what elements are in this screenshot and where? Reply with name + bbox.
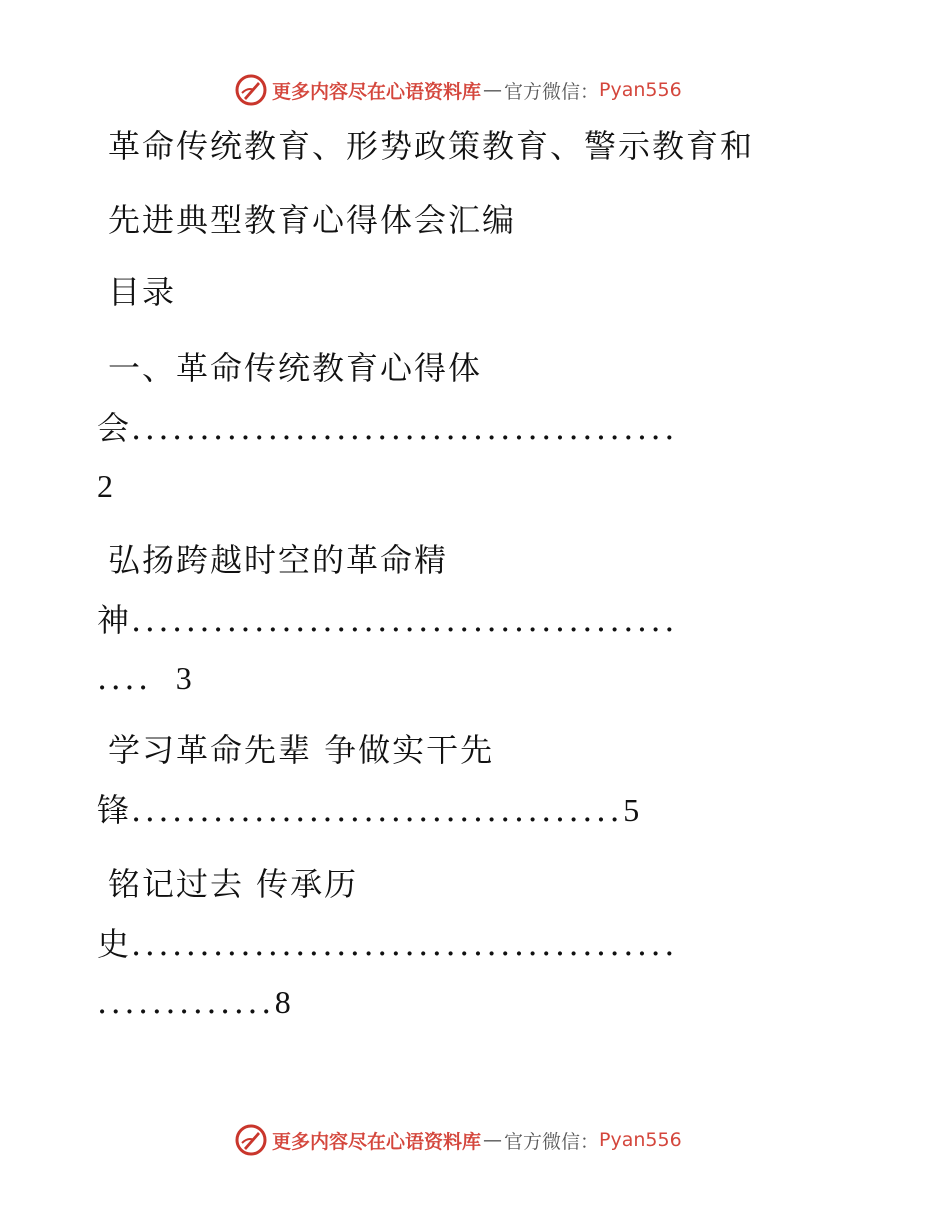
document-title-line1: 革命传统教育、形势政策教育、警示教育和 <box>108 127 755 165</box>
quill-logo-icon <box>234 73 268 107</box>
toc-entry-4-page-line <box>97 982 293 1022</box>
toc-entry-1-title: 一、革命传统教育心得体 <box>108 349 483 387</box>
footer-banner <box>234 1122 714 1158</box>
toc-entry-4-title-end: 史 <box>97 925 132 963</box>
toc-entry-2-page: 3 <box>175 660 194 696</box>
toc-entry-2-dots: ........................................ <box>131 601 678 639</box>
toc-entry-3-page: 5 <box>623 792 642 828</box>
banner-brand-text: 更多内容尽在心语资料库 <box>272 80 482 103</box>
toc-entry-3-title-end: 锋 <box>97 791 132 829</box>
toc-heading: 目录 <box>108 273 177 311</box>
banner-separator: — <box>483 79 503 101</box>
quill-logo-icon <box>234 1123 268 1157</box>
toc-entry-1-page-line <box>97 466 115 506</box>
toc-entry-1-leader <box>97 408 678 448</box>
banner-wechat-label: 官方微信： <box>504 80 600 103</box>
toc-entry-2-leader <box>97 600 678 640</box>
toc-entry-2-page-line <box>97 658 194 698</box>
toc-entry-1-page: 2 <box>97 468 115 504</box>
toc-entry-2-title-end: 神 <box>97 601 132 639</box>
toc-entry-3-dots: .................................... <box>131 791 624 829</box>
toc-entry-4-page: 8 <box>274 984 293 1020</box>
banner-wechat-label: 官方微信： <box>504 1130 600 1153</box>
toc-entry-2-title: 弘扬跨越时空的革命精 <box>108 541 449 579</box>
toc-entry-4-leader <box>97 924 678 964</box>
toc-entry-1-dots: ........................................ <box>131 409 678 447</box>
toc-entry-1-title-end: 会 <box>97 409 132 447</box>
toc-entry-3-leader <box>97 790 641 830</box>
banner-wechat-account: Pyan556 <box>599 1129 682 1151</box>
toc-entry-4-title: 铭记过去 传承历 <box>108 865 359 903</box>
banner-wechat-account: Pyan556 <box>599 79 682 101</box>
toc-entry-4-dots: ........................................ <box>131 925 678 963</box>
toc-entry-3-title: 学习革命先辈 争做实干先 <box>108 731 495 769</box>
toc-entry-2-dots-cont: .... <box>97 659 152 697</box>
toc-entry-4-dots-cont: ............. <box>97 983 275 1021</box>
document-title-line2: 先进典型教育心得体会汇编 <box>108 201 517 239</box>
header-banner <box>234 72 714 108</box>
banner-brand-text: 更多内容尽在心语资料库 <box>272 1130 482 1153</box>
banner-separator: — <box>483 1129 503 1151</box>
